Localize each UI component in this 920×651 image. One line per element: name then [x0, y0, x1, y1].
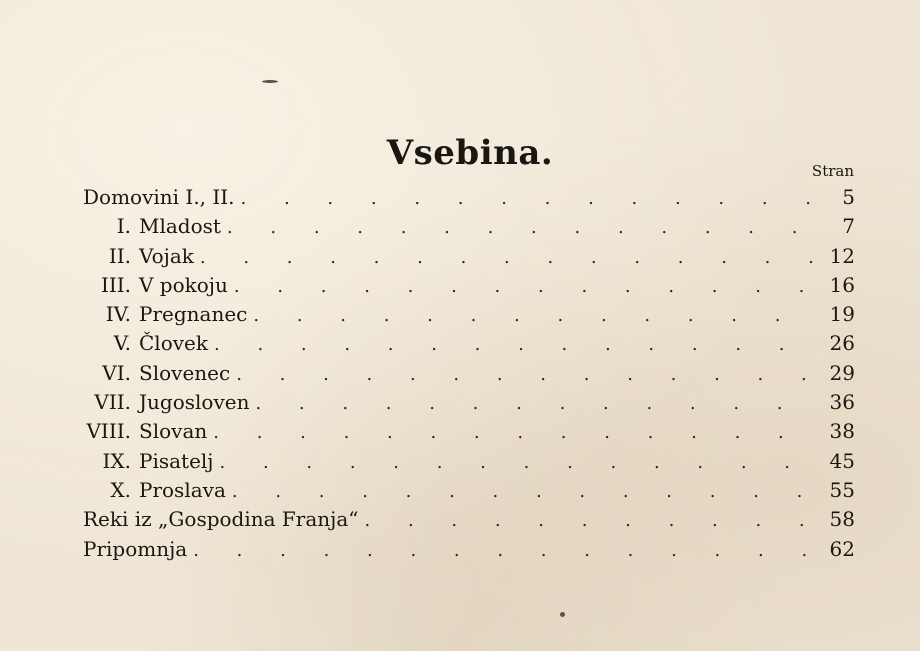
- toc-entry-number: IX.: [102, 448, 131, 473]
- dot-leader: [253, 301, 815, 330]
- paper-speck: [560, 612, 565, 617]
- toc-entry-page: 45: [829, 448, 855, 473]
- toc-entry-page: 38: [829, 419, 855, 444]
- toc-entry-number: V.: [113, 331, 131, 356]
- toc-entry-page: 19: [829, 302, 855, 327]
- toc-entry: [83, 417, 855, 446]
- toc-entry-page: 36: [829, 390, 855, 415]
- toc-entry-page: 12: [829, 243, 855, 268]
- toc-entry-title: Pripomnja: [83, 536, 188, 561]
- toc-entry-page: 29: [829, 360, 855, 385]
- toc-entry-page: 16: [829, 272, 855, 297]
- toc-entry-page: 58: [829, 507, 855, 532]
- dot-leader: [193, 536, 815, 565]
- toc-entry: [83, 359, 855, 388]
- toc-entry-page: 5: [842, 185, 855, 209]
- toc-entry-page: 62: [829, 536, 855, 561]
- toc-entry-title: V pokoju: [139, 272, 228, 297]
- toc-entry: [83, 183, 855, 212]
- dot-leader: [214, 330, 815, 359]
- toc-entry-number: III.: [100, 272, 131, 297]
- toc-entry: [83, 388, 855, 417]
- page-title: Vsebina.: [386, 132, 554, 173]
- toc-entry-page: 26: [829, 331, 855, 356]
- toc-entry: [83, 329, 855, 358]
- toc-entry-title: Proslava: [139, 477, 226, 502]
- toc-entry-number: VIII.: [86, 419, 131, 444]
- toc-entry-title: Jugosloven: [139, 390, 250, 415]
- toc-entry: [83, 535, 855, 564]
- dot-leader: [236, 360, 815, 389]
- toc-entry-title: Človek: [139, 331, 208, 356]
- toc-entry: [83, 242, 855, 271]
- dot-leader: [220, 448, 815, 477]
- toc-entry-title: Slovenec: [139, 360, 231, 385]
- toc-entry-number: VII.: [94, 390, 131, 415]
- dot-leader: [200, 243, 815, 272]
- toc-entry-number: IV.: [105, 302, 131, 327]
- paper-speck: [262, 80, 278, 83]
- toc-entry: [83, 212, 855, 241]
- dot-leader: [234, 272, 815, 301]
- toc-entry: [83, 300, 855, 329]
- toc-entry-number: X.: [110, 477, 131, 502]
- toc-entry-page: 7: [842, 214, 855, 239]
- dot-leader: [227, 213, 815, 242]
- toc-entry: [83, 476, 855, 505]
- dot-leader: [232, 477, 815, 506]
- toc-entry-number: VI.: [102, 360, 131, 385]
- toc-entry-title: Domovini I., II.: [83, 185, 235, 209]
- dot-leader: [365, 506, 816, 535]
- toc-entry: [83, 271, 855, 300]
- dot-leader: [255, 389, 815, 418]
- dot-leader: [213, 418, 815, 447]
- toc-entry-number: I.: [116, 214, 131, 239]
- table-of-contents: [83, 183, 855, 564]
- toc-entry-page: 55: [829, 477, 855, 502]
- toc-entry-title: Pisatelj: [139, 448, 214, 473]
- toc-entry: [83, 447, 855, 476]
- toc-entry-title: Mladost: [139, 214, 221, 239]
- toc-entry: [83, 505, 855, 534]
- toc-entry-number: II.: [108, 243, 131, 268]
- toc-entry-title: Slovan: [139, 419, 208, 444]
- toc-entry-title: Vojak: [139, 243, 194, 268]
- toc-entry-title: Pregnanec: [139, 302, 248, 327]
- page-column-label: Stran: [811, 162, 854, 180]
- toc-entry-title: Reki iz „Gospodina Franja“: [83, 507, 359, 532]
- dot-leader: [241, 184, 815, 213]
